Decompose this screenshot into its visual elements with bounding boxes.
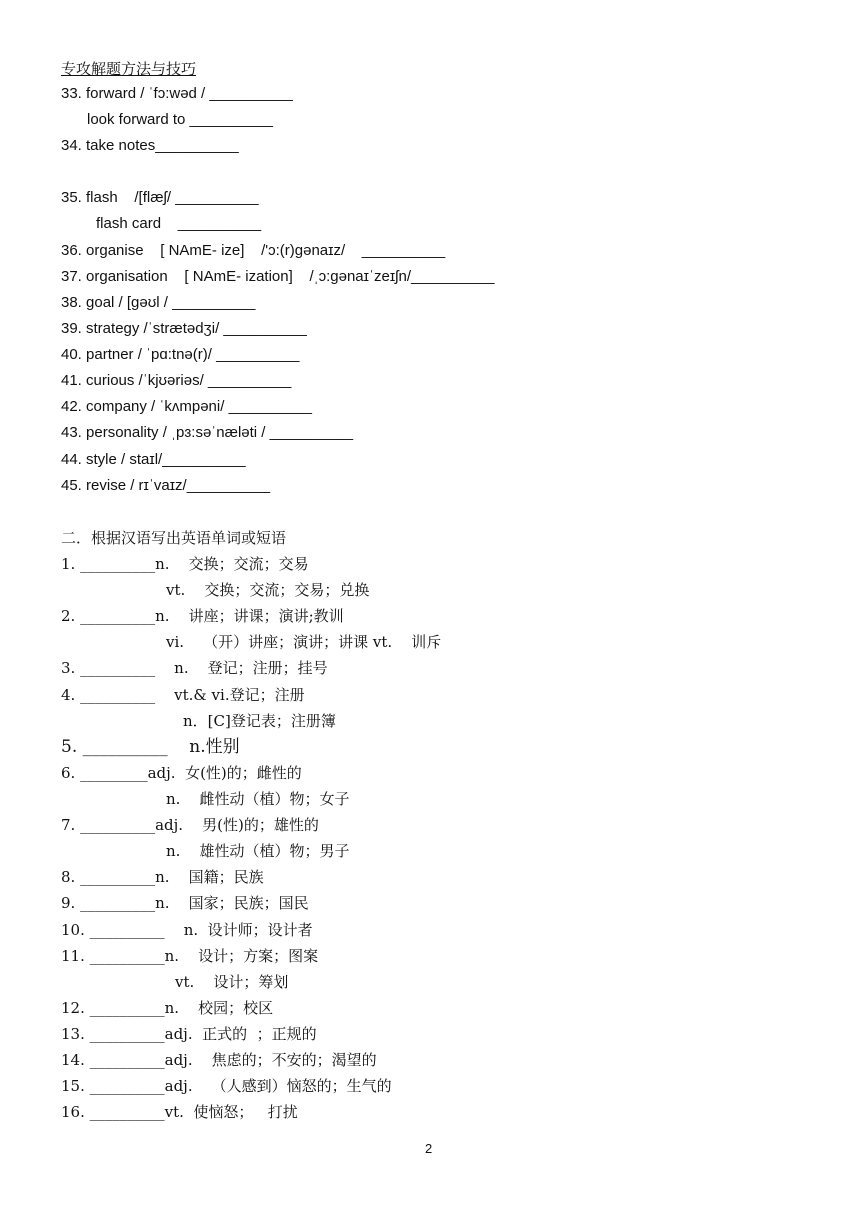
exercise-3: 3. __________ n. 登记；注册；挂号 xyxy=(61,659,328,677)
vocab-item-44: 44. style / staɪl/__________ xyxy=(61,451,246,468)
vocab-item-43: 43. personality / ˌpɜ:səˈnæləti / __________ xyxy=(61,424,354,441)
vocab-subitem-33: look forward to __________ xyxy=(87,111,273,128)
vocab-item-39: 39. strategy /ˈstrætədʒi/ __________ xyxy=(61,320,307,337)
exercise-9: 9. __________n. 国家；民族；国民 xyxy=(61,894,309,912)
exercise-15: 15. __________adj. （人感到）恼怒的；生气的 xyxy=(61,1077,392,1095)
vocab-item-35: 35. flash /[flæʃ/ __________ xyxy=(61,189,259,206)
section-heading: 专攻解题方法与技巧 xyxy=(61,60,197,78)
exercise-6: 6. _________adj. 女(性)的；雌性的 xyxy=(61,764,302,782)
exercise-16: 16. __________vt. 使恼怒； 打扰 xyxy=(61,1103,298,1121)
exercise-1: 1. __________n. 交换；交流；交易 xyxy=(61,555,309,573)
exercise-1-sub: vt. 交换；交流；交易；兑换 xyxy=(166,581,370,599)
section2-title: 二．根据汉语写出英语单词或短语 xyxy=(61,529,287,547)
vocab-item-34: 34. take notes__________ xyxy=(61,137,239,154)
exercise-10: 10. __________ n. 设计师；设计者 xyxy=(61,921,313,939)
exercise-4-sub: n．[C]登记表；注册簿 xyxy=(183,712,336,730)
page-number: 2 xyxy=(425,1141,433,1156)
vocab-item-45: 45. revise / rɪˈvaɪz/__________ xyxy=(61,477,271,494)
vocab-subitem-35: flash card __________ xyxy=(96,215,262,232)
exercise-7-sub: n. 雄性动（植）物；男子 xyxy=(166,842,350,860)
vocab-item-41: 41. curious /ˈkjʊəriəs/ __________ xyxy=(61,372,292,389)
exercise-13: 13. __________adj. 正式的 ；正规的 xyxy=(61,1025,317,1043)
vocab-item-40: 40. partner / ˈpɑ:tnə(r)/ __________ xyxy=(61,346,300,363)
vocab-item-37: 37. organisation [ NAmE- ization] /ˌɔ:gənaɪˈzeɪʃn/__________ xyxy=(61,268,495,285)
exercise-11: 11. __________n. 设计；方案；图案 xyxy=(61,947,319,965)
vocab-item-42: 42. company / ˈkʌmpəni/ __________ xyxy=(61,398,312,415)
exercise-11-sub: vt. 设计；筹划 xyxy=(175,973,289,991)
exercise-7: 7. __________adj. 男(性)的；雄性的 xyxy=(61,816,319,834)
exercise-2: 2. __________n. 讲座；讲课；演讲;教训 xyxy=(61,607,344,625)
exercise-6-sub: n. 雌性动（植）物；女子 xyxy=(166,790,350,808)
exercise-2-sub: vi. （开）讲座；演讲；讲课 vt. 训斥 xyxy=(166,633,442,651)
exercise-14: 14. __________adj. 焦虑的；不安的；渴望的 xyxy=(61,1051,377,1069)
exercise-12: 12. __________n. 校园；校区 xyxy=(61,999,274,1017)
exercise-4: 4. __________ vt.& vi.登记；注册 xyxy=(61,686,305,704)
vocab-item-38: 38. goal / [gəʊl / __________ xyxy=(61,294,256,311)
vocab-item-33: 33. forward / ˈfɔ:wəd / __________ xyxy=(61,85,293,102)
exercise-5: 5. __________ n.性别 xyxy=(61,737,240,757)
exercise-8: 8. __________n. 国籍；民族 xyxy=(61,868,264,886)
vocab-item-36: 36. organise [ NAmE- ize] /'ɔ:(r)gənaɪz/ __________ xyxy=(61,242,446,259)
